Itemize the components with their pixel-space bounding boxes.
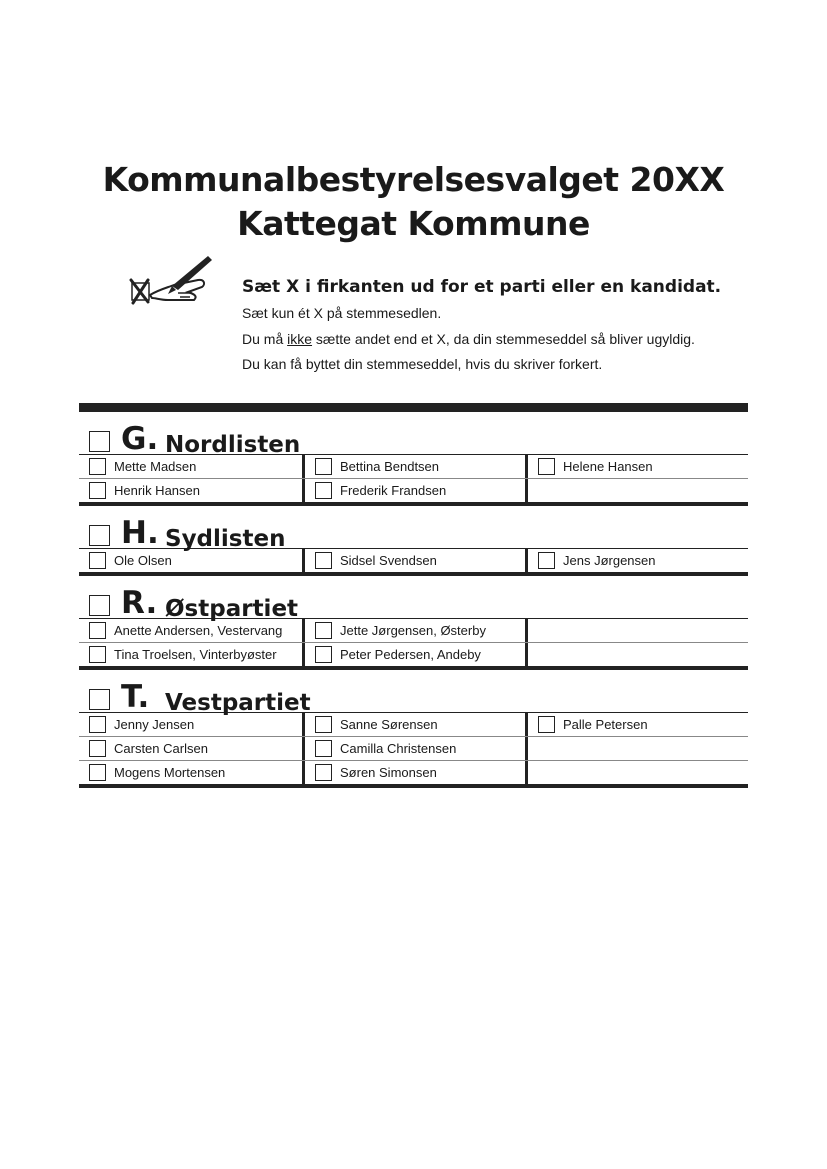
candidate-checkbox[interactable] xyxy=(89,646,106,663)
candidate-grid xyxy=(79,618,748,666)
candidate-row xyxy=(79,713,748,736)
empty-cell xyxy=(525,643,748,666)
party-letter: T. xyxy=(121,679,150,715)
party-checkbox[interactable] xyxy=(89,595,110,616)
candidate-name: Sidsel Svendsen xyxy=(340,553,437,568)
party-name: Østpartiet xyxy=(165,596,299,622)
party-block-g xyxy=(79,412,748,506)
party-block-h xyxy=(79,506,748,576)
instruction-line-3: Du kan få byttet din stemmeseddel, hvis du skriver forkert. xyxy=(242,356,603,372)
party-checkbox[interactable] xyxy=(89,689,110,710)
candidate-name: Sanne Sørensen xyxy=(340,717,438,732)
candidate-checkbox[interactable] xyxy=(538,552,555,569)
instruction-line-1: Sæt kun ét X på stemmesedlen. xyxy=(242,305,442,321)
ballot-top-bar xyxy=(79,403,748,412)
candidate-cell xyxy=(79,479,302,502)
ballot-bottom-bar xyxy=(79,784,748,788)
candidate-row xyxy=(79,619,748,642)
candidate-cell xyxy=(79,761,302,784)
candidate-checkbox[interactable] xyxy=(89,482,106,499)
candidate-name: Bettina Bendtsen xyxy=(340,459,440,474)
candidate-checkbox[interactable] xyxy=(89,740,106,757)
candidate-cell xyxy=(302,643,525,666)
empty-cell xyxy=(525,761,748,784)
candidate-checkbox[interactable] xyxy=(89,716,106,733)
candidate-row xyxy=(79,760,748,784)
candidate-name: Henrik Hansen xyxy=(114,483,200,498)
empty-cell xyxy=(525,479,748,502)
candidate-grid xyxy=(79,454,748,502)
candidate-checkbox[interactable] xyxy=(89,622,106,639)
candidate-name: Palle Petersen xyxy=(563,717,648,732)
instruction-line-2-end: sætte andet end et X, da din stemmeseddel så bliver ugyldig. xyxy=(312,331,695,347)
candidate-cell xyxy=(525,713,748,736)
candidate-name: Camilla Christensen xyxy=(340,741,457,756)
candidate-checkbox[interactable] xyxy=(538,458,555,475)
instruction-line-2 xyxy=(242,331,695,347)
party-name: Vestpartiet xyxy=(165,690,311,716)
party-header xyxy=(79,576,748,622)
candidate-cell xyxy=(302,761,525,784)
candidate-checkbox[interactable] xyxy=(315,552,332,569)
municipality-title: Kattegat Kommune xyxy=(237,204,590,243)
candidate-name: Jette Jørgensen, Østerby xyxy=(340,623,486,638)
candidate-cell xyxy=(79,713,302,736)
party-header xyxy=(79,506,748,552)
hand-writing-x-icon xyxy=(128,250,218,310)
candidate-checkbox[interactable] xyxy=(315,646,332,663)
party-header xyxy=(79,670,748,716)
candidate-row xyxy=(79,642,748,666)
candidate-checkbox[interactable] xyxy=(315,716,332,733)
candidate-cell xyxy=(302,619,525,642)
candidate-row xyxy=(79,736,748,760)
candidate-grid xyxy=(79,548,748,572)
candidate-cell xyxy=(79,549,302,572)
candidate-grid xyxy=(79,712,748,784)
empty-cell xyxy=(525,619,748,642)
candidate-cell xyxy=(79,737,302,760)
ballot-title: Kommunalbestyrelsesvalget 20XX xyxy=(102,160,725,199)
candidate-cell xyxy=(302,479,525,502)
candidate-name: Tina Troelsen, Vinterbyøster xyxy=(114,647,277,662)
candidate-checkbox[interactable] xyxy=(538,716,555,733)
candidate-name: Mogens Mortensen xyxy=(114,765,226,780)
instruction-line-2-start: Du må xyxy=(242,331,288,347)
party-block-r xyxy=(79,576,748,670)
candidate-cell xyxy=(79,619,302,642)
candidate-checkbox[interactable] xyxy=(315,622,332,639)
instruction-heading: Sæt X i firkanten ud for et parti eller en kandidat. xyxy=(242,277,722,297)
candidate-name: Frederik Frandsen xyxy=(340,483,447,498)
party-block-t xyxy=(79,670,748,788)
candidate-checkbox[interactable] xyxy=(315,764,332,781)
candidate-checkbox[interactable] xyxy=(89,458,106,475)
party-checkbox[interactable] xyxy=(89,525,110,546)
candidate-cell xyxy=(525,455,748,478)
candidate-checkbox[interactable] xyxy=(89,552,106,569)
party-name: Sydlisten xyxy=(165,526,286,552)
party-name: Nordlisten xyxy=(165,432,301,458)
candidate-cell xyxy=(302,455,525,478)
candidate-name: Ole Olsen xyxy=(114,553,172,568)
candidate-checkbox[interactable] xyxy=(315,482,332,499)
candidate-name: Mette Madsen xyxy=(114,459,197,474)
party-letter: R. xyxy=(121,585,158,621)
candidate-cell xyxy=(302,713,525,736)
candidate-cell xyxy=(525,549,748,572)
candidate-checkbox[interactable] xyxy=(89,764,106,781)
party-header xyxy=(79,412,748,458)
candidate-name: Peter Pedersen, Andeby xyxy=(340,647,481,662)
candidate-row xyxy=(79,549,748,572)
candidate-name: Søren Simonsen xyxy=(340,765,437,780)
ballot xyxy=(79,403,748,788)
candidate-cell xyxy=(79,643,302,666)
candidate-name: Anette Andersen, Vestervang xyxy=(114,623,283,638)
candidate-row xyxy=(79,478,748,502)
candidate-cell xyxy=(79,455,302,478)
party-letter: H. xyxy=(121,515,159,551)
instruction-emphasis: ikke xyxy=(287,331,313,347)
candidate-row xyxy=(79,455,748,478)
candidate-cell xyxy=(302,549,525,572)
party-checkbox[interactable] xyxy=(89,431,110,452)
party-letter: G. xyxy=(121,421,159,457)
candidate-name: Jenny Jensen xyxy=(114,717,195,732)
candidate-checkbox[interactable] xyxy=(315,458,332,475)
candidate-cell xyxy=(302,737,525,760)
candidate-checkbox[interactable] xyxy=(315,740,332,757)
candidate-name: Carsten Carlsen xyxy=(114,741,208,756)
empty-cell xyxy=(525,737,748,760)
candidate-name: Jens Jørgensen xyxy=(563,553,656,568)
candidate-name: Helene Hansen xyxy=(563,459,653,474)
